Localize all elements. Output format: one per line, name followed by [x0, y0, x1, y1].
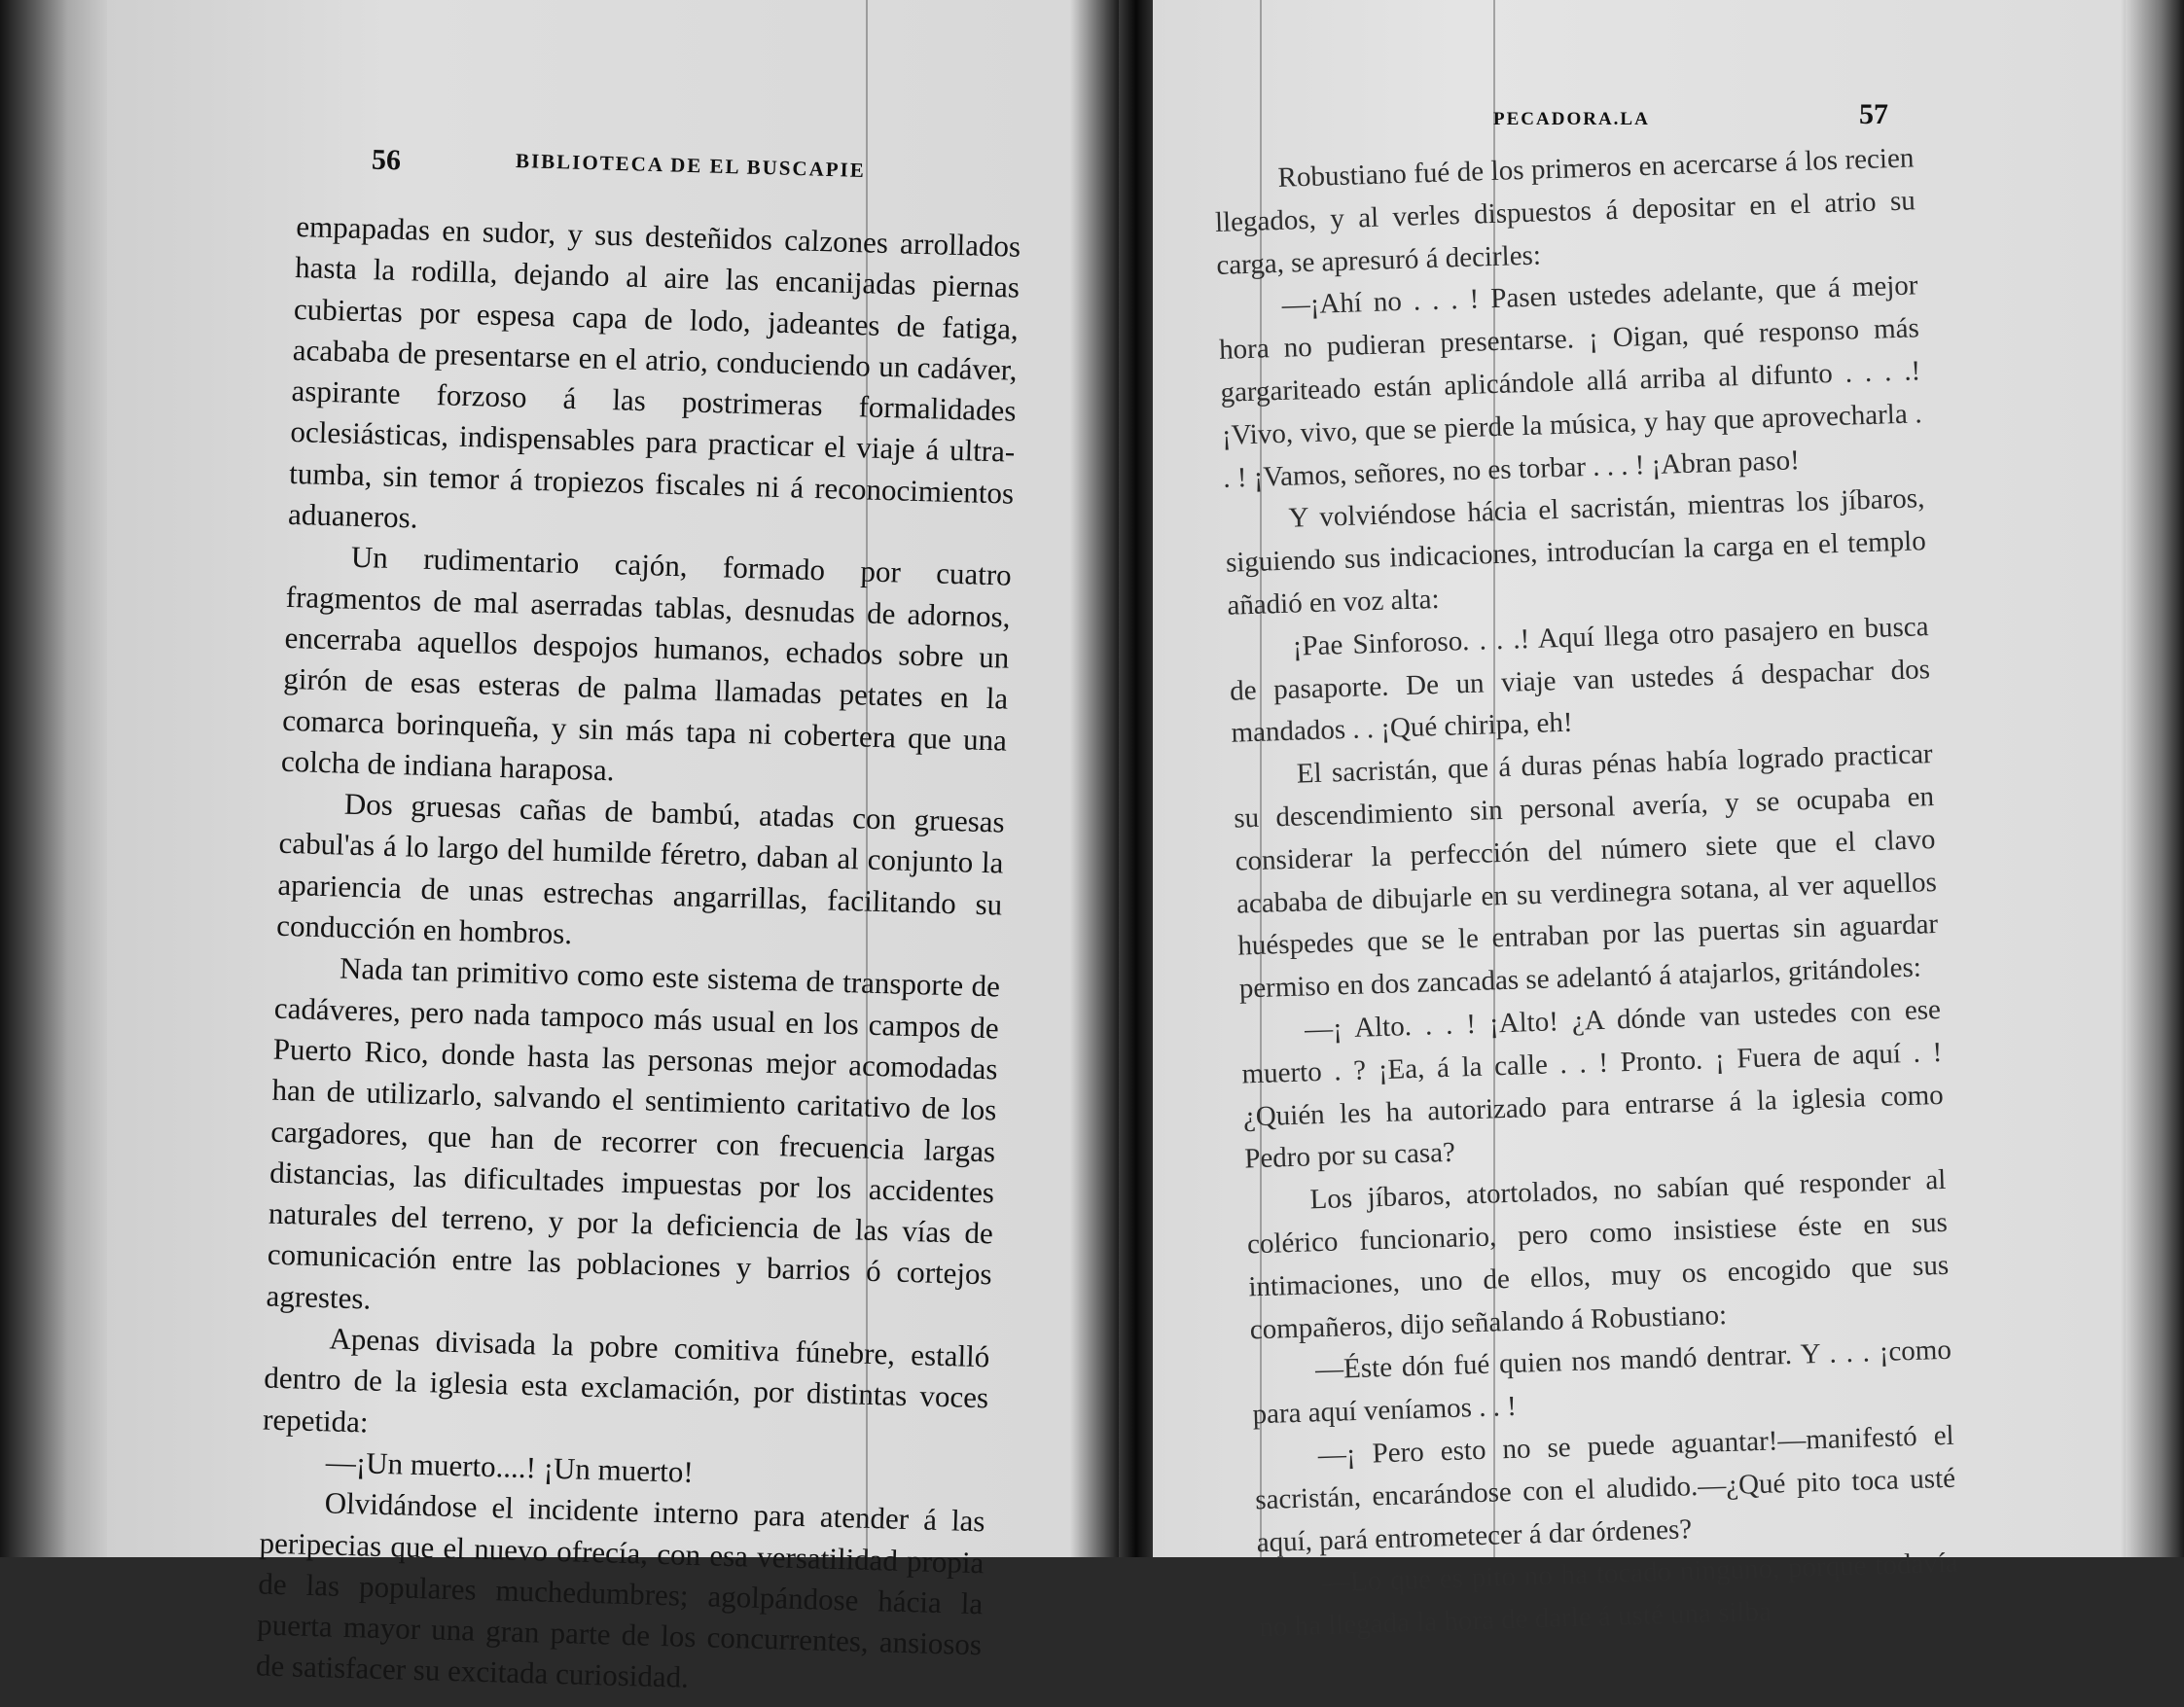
left-page: [107, 0, 1119, 1695]
paragraph: Olvidándose el incidente interno para atender á las peripecias que el nuevo ofrecía, con esa versatilidad propia de las populares muchedumbres; agolpándose hácia la puerta mayor una gran parte de los concurrentes, ansiosos de satisfacer su excitada curiosidad.: [255, 1485, 986, 1695]
running-head: BIBLIOTECA DE EL BUSCAPIE: [515, 148, 867, 183]
paragraph: —¡Un muerto....! ¡Un muerto!: [325, 1444, 695, 1489]
page-crease: [1493, 0, 1495, 1557]
page-number: 57: [1859, 98, 1888, 130]
page-crease: [866, 0, 868, 1557]
paragraph: Nada tan primitivo como este sistema de transporte de cadáveres, pero nada tampoco más usual en los campos de Puerto Rico, donde hasta las personas mejor acomodadas han de utilizarlo, salvando el sentimiento caritativo de los cargadores, que han de recorrer con frecuencia largas distancias, las dificultades impuestas por los accidentes naturales del terreno, y por la deficiencia de las vías de comunicación entre las poblaciones y barrios ó cortejos agrestes.: [266, 950, 1001, 1316]
book-edge-left: [0, 0, 107, 1557]
paragraph: —¡ Pero esto no se puede aguantar!—manifestó el sacristán, encarándose con el aludido.—¿Qué pito toca usté aquí, pará entrometecer á dar órdenes?: [1254, 1419, 1956, 1558]
paragraph: —Lo que es pito no ha tocado ninguno, porque todavía no ha llegada la hora de darle á usté una silba: [1258, 1547, 1959, 1644]
paragraph: Los jíbaros, atortolados, no sabían qué responder al colérico funcionario, pero como insistiese éste en sus intimaciones, uno de ellos, muy os encogido que sus compañeros, dijo señalando á Robustiano:: [1246, 1163, 1950, 1345]
paragraph: ¡Pae Sinforoso. . . .! Aquí llega otro pasajero en busca de pasaporte. De un viaje van ustedes á despachar dos mandados . . ¡Qué chiripa, eh!: [1229, 610, 1931, 750]
running-head: PECADORA.LA: [1493, 109, 1650, 129]
paragraph: Un rudimentario cajón, formado por cuatro fragmentos de mal aserradas tablas, desnudas de adornos, encerraba aquellos despojos humanos, echados sobre un girón de esas esteras de palma llamadas petates en la comarca borinqueña, y sin más tapa ni cobertera que una colcha de indiana haraposa.: [280, 540, 1013, 788]
paragraph: Dos gruesas cañas de bambú, atadas con gruesas cabul'as á lo largo del humilde féretro, daban al conjunto la apariencia de unas estrechas angarrillas, facilitando su conducción en hombros.: [275, 786, 1006, 951]
paragraph: —Éste dón fué quien nos mandó dentrar. Y . . . ¡como para aquí veníamos . . !: [1252, 1334, 1952, 1431]
page-body: [255, 206, 1020, 1707]
page-body: [1213, 137, 1960, 1650]
paragraph: Y volviéndose hácia el sacristán, mientras los jíbaros, siguiendo sus indicaciones, introducían la carga en el templo añadió en voz alta:: [1225, 482, 1927, 622]
paragraph: empapadas en sudor, y sus desteñidos calzones arrollados hasta la rodilla, dejando al aire las encanijadas piernas cubiertas por espesa capa de lodo, jadeantes de fatiga, acababa de presentarse en el atrio, conduciendo un cadáver, aspirante forzoso á las postrimeras formalidades oclesiásticas, indispensables para practicar el viaje á ultra-tumba, sin temor á tropiezos fiscales ni á reconocimientos aduaneros.: [287, 208, 1021, 535]
page-crease: [1260, 0, 1262, 1557]
paragraph: —¡Ahí no . . . ! Pasen ustedes adelante, que á mejor hora no pudieran presentarse. ¡ Oigan, qué responso más gargariteado están aplicándole allá arriba al difunto . . . .! ¡Vivo, vivo, que se pierde la música, y hay que aprovecharla . . ! ¡Vamos, señores, no es torbar . . . ! ¡Abran paso!: [1218, 269, 1923, 494]
right-page: [1153, 0, 2126, 1644]
paragraph: Apenas divisada la pobre comitiva fúnebre, estalló dentro de la iglesia esta exclamación, por distintas voces repetida:: [262, 1321, 990, 1440]
page-number: 56: [371, 143, 402, 177]
paragraph: El sacristán, que á duras pénas había logrado practicar su descendimiento sin personal avería, y se ocupaba en considerar la perfección del número siete que el clavo acababa de dibujarle en su verdinegra sotana, al ver aquellos huéspedes que se le entraban por las puertas sin aguardar permiso en dos zancadas se adelantó á atajarlos, gritándoles:: [1233, 738, 1939, 1005]
paragraph: —¡ Alto. . . ! ¡Alto! ¿A dónde van ustedes con ese muerto . ? ¡Ea, á la calle . . ! Pronto. ¡ Fuera de aquí . ! ¿Quién les ha autorizado para entrarse á la iglesia como Pedro por su casa?: [1241, 993, 1945, 1175]
book-edge-right: [2126, 0, 2184, 1557]
paragraph: Robustiano fué de los primeros en acercarse á los recien llegados, y al verles dispuestos á depositar en el atrio su carga, se apresuró á decirles:: [1214, 142, 1916, 281]
book-gutter: [1119, 0, 1153, 1557]
